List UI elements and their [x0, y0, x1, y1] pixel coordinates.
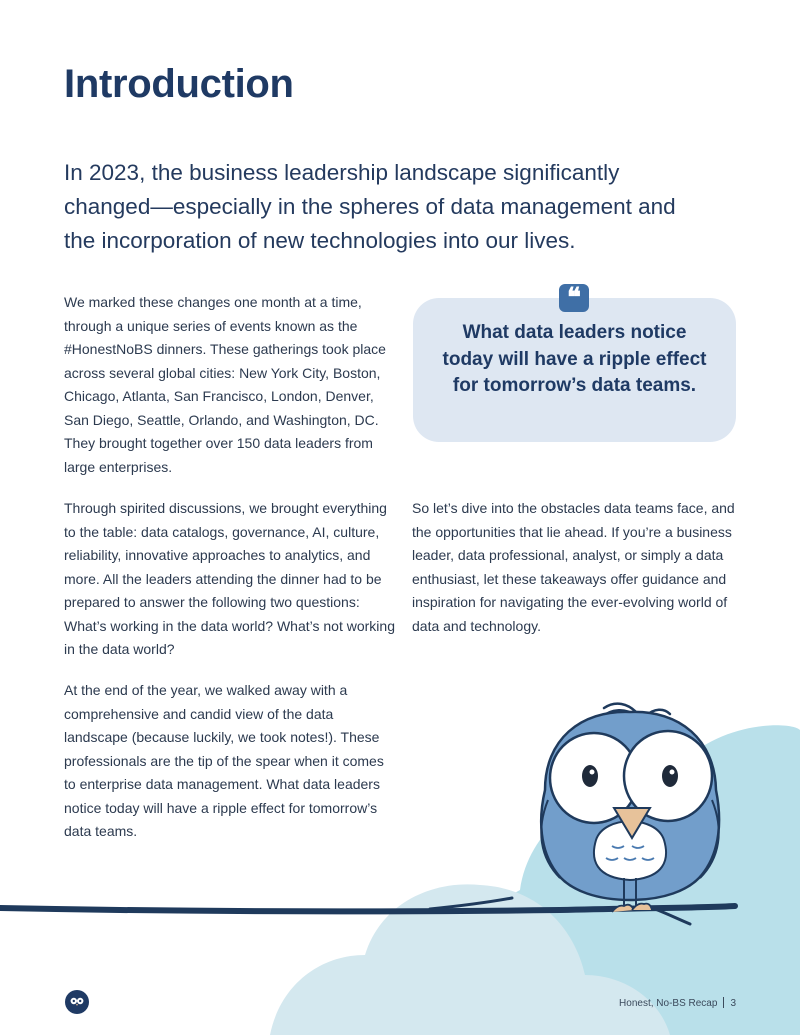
- cloud-shapes: [270, 725, 800, 1035]
- body-paragraph-2: Through spirited discussions, we brought everything to the table: data catalogs, governance, AI, culture, reliability, innovative approaches to analytics, and more. All the leaders attending the dinner had to be prepared to answer the following two questions: What’s working in the data world? What’s not working in the data world?: [64, 500, 395, 657]
- owl-logo-icon: [65, 990, 89, 1014]
- owl: [541, 704, 719, 912]
- page-number: 3: [730, 998, 736, 1009]
- quote-icon: ❝: [559, 284, 589, 312]
- body-paragraph-1: We marked these changes one month at a time, through a unique series of events known as the #HonestNoBS dinners. These gatherings took place across several global cities: New York City, Boston, Chicago, Atlanta, San Francisco, London, Denver, San Diego, Seattle, Orlando, and Washington, DC. They brought together over 150 data leaders from large enterprises.: [64, 294, 386, 475]
- pullquote-box: [413, 298, 736, 442]
- body-paragraph-3: At the end of the year, we walked away with a comprehensive and candid view of the data landscape (because luckily, we took notes!). These professionals are the tip of the spear when it comes to enterprise data management. What data leaders notice today will have a ripple effect for tomorrow’s data teams.: [64, 682, 384, 839]
- page-title: Introduction: [64, 62, 294, 106]
- owl-on-branch-illustration: [0, 680, 800, 1035]
- body-paragraph-4: So let’s dive into the obstacles data teams face, and the opportunities that lie ahead. If you’re a business leader, data professional, analyst, or simply a data enthusiast, let these takeaways offer guidance and inspiration for navigating the ever-evolving world of data and technology.: [412, 500, 735, 634]
- lead-paragraph: In 2023, the business leadership landscape significantly changed—especially in the spheres of data management and the incorporation of new technologies into our lives.: [64, 160, 676, 253]
- footer-divider: [723, 997, 724, 1008]
- footer-publication-name: Honest, No-BS Recap: [619, 998, 718, 1009]
- footer: [619, 997, 736, 1009]
- pullquote-text: What data leaders notice today will have a ripple effect for tomorrow’s data teams.: [442, 322, 707, 396]
